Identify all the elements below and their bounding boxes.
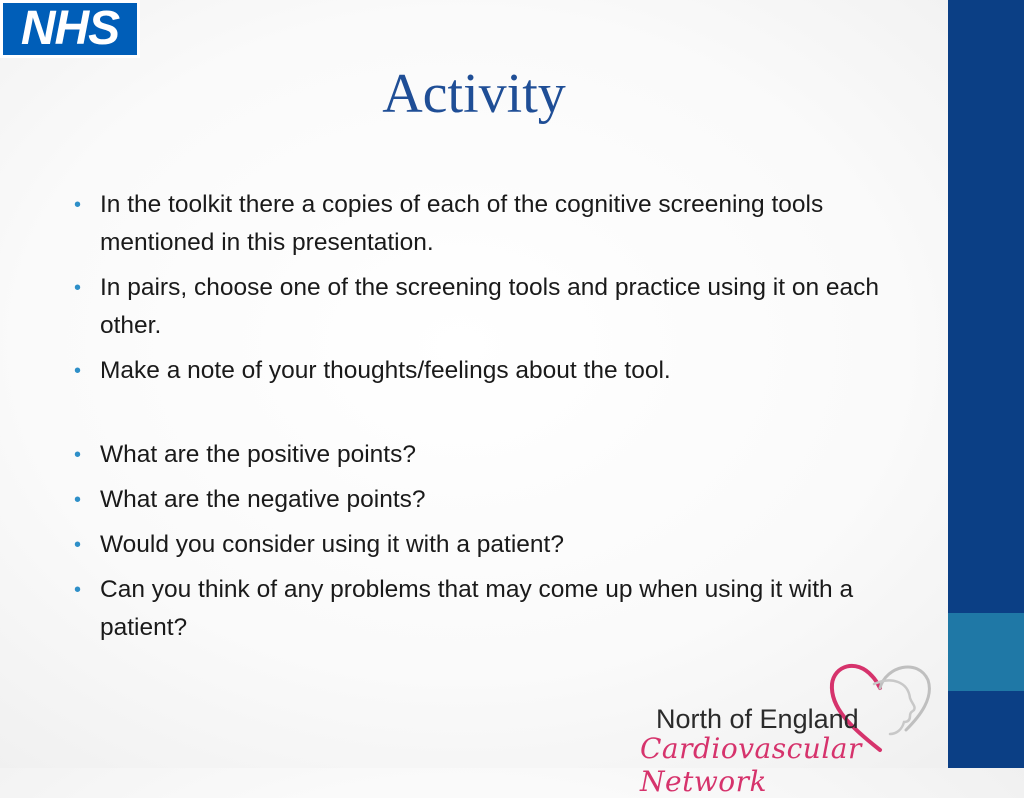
network-logo-line1: North of England bbox=[656, 704, 859, 734]
bullet-text: In pairs, choose one of the screening tools and practice using it on each other. bbox=[100, 274, 880, 339]
bullet-icon: • bbox=[74, 534, 82, 556]
bullet-text: Can you think of any problems that may come up when using it with a patient? bbox=[100, 576, 854, 641]
bullet-item bbox=[72, 436, 892, 474]
bullet-icon: • bbox=[74, 360, 82, 382]
bullet-item bbox=[72, 352, 892, 390]
bullet-text: What are the positive points? bbox=[100, 441, 416, 468]
bullet-item bbox=[72, 571, 892, 647]
bullet-text: Would you consider using it with a patient? bbox=[100, 531, 564, 558]
bullet-item bbox=[72, 269, 892, 345]
network-logo bbox=[636, 652, 936, 798]
bullet-icon: • bbox=[74, 444, 82, 466]
bullet-text: In the toolkit there a copies of each of the cognitive screening tools mentioned in this presentation. bbox=[100, 191, 824, 256]
slide-title: Activity bbox=[382, 63, 566, 125]
network-logo-line2: Cardiovascular Network bbox=[640, 732, 862, 798]
bullet-item bbox=[72, 186, 892, 262]
bullet-list bbox=[72, 186, 892, 654]
bullet-icon: • bbox=[74, 277, 82, 299]
bullet-text: Make a note of your thoughts/feelings about the tool. bbox=[100, 357, 671, 384]
bullet-icon: • bbox=[74, 579, 82, 601]
bullet-icon: • bbox=[74, 194, 82, 216]
bullet-icon: • bbox=[74, 489, 82, 511]
bullet-item bbox=[72, 526, 892, 564]
bullet-item bbox=[72, 481, 892, 519]
nhs-logo bbox=[0, 0, 140, 58]
bullet-text: What are the negative points? bbox=[100, 486, 426, 513]
nhs-logo-text: NHS bbox=[20, 2, 120, 55]
sidebar-accent-block bbox=[948, 613, 1024, 691]
